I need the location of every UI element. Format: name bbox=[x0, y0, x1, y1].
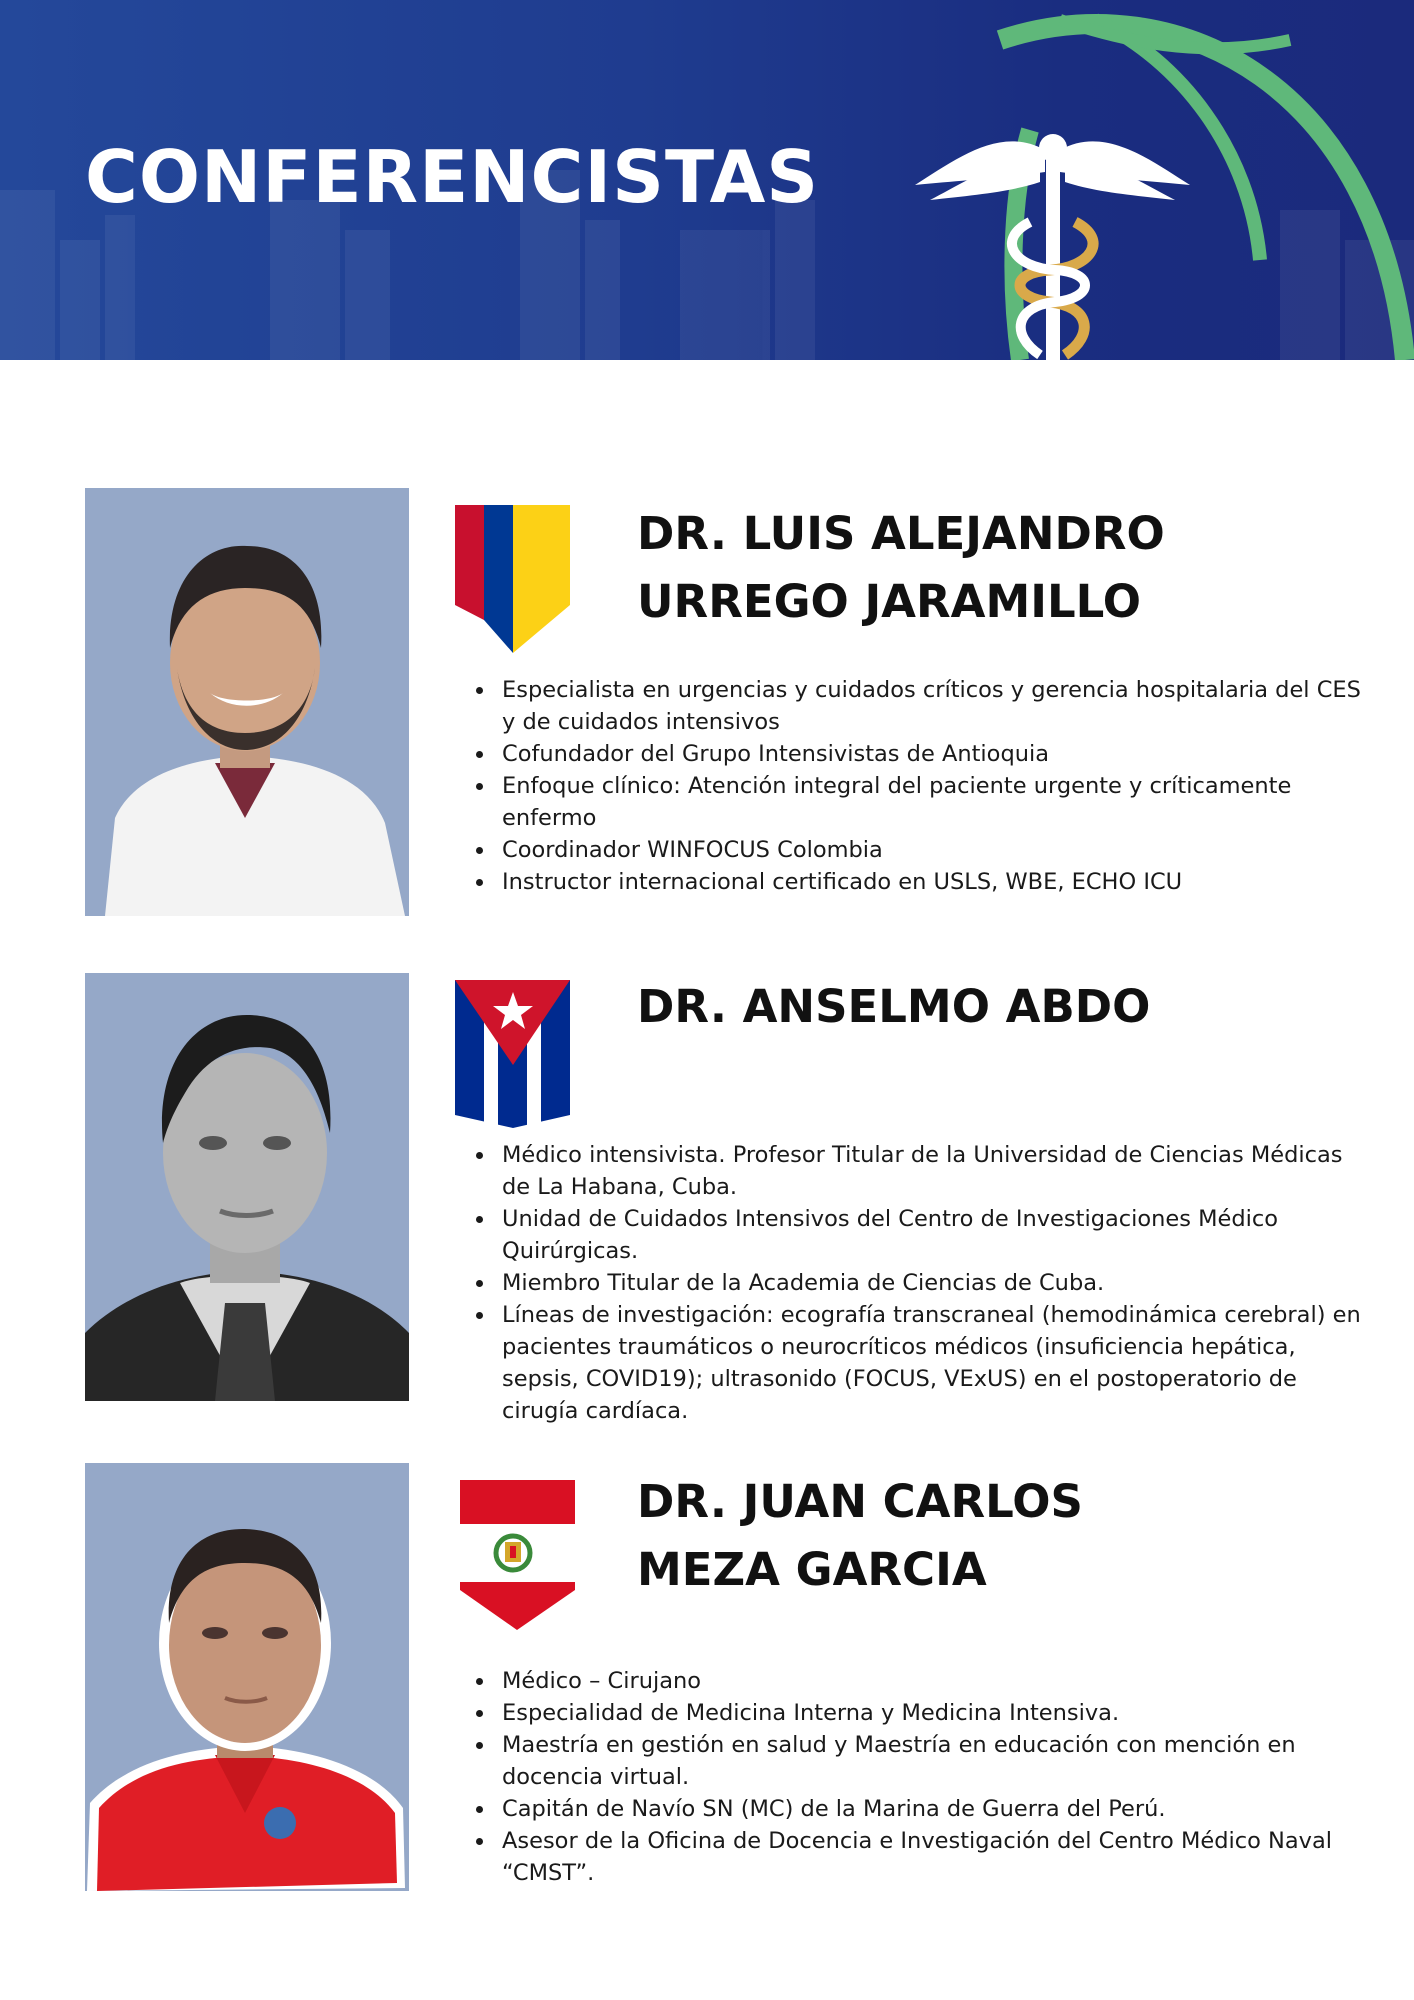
list-item: • Especialidad de Medicina Interna y Medicina Intensiva. bbox=[496, 1697, 1376, 1729]
list-item: • Cofundador del Grupo Intensivistas de Antioquia bbox=[496, 738, 1376, 770]
speaker-bio-list bbox=[468, 674, 1376, 898]
speaker-name: DR. ANSELMO ABDO bbox=[637, 980, 1151, 1033]
list-item: • Instructor internacional certificado en USLS, WBE, ECHO ICU bbox=[496, 866, 1376, 898]
list-item: • Unidad de Cuidados Intensivos del Centro de Investigaciones Médico Quirúrgicas. bbox=[496, 1203, 1376, 1267]
list-item: • Médico – Cirujano bbox=[496, 1665, 1376, 1697]
list-item: • Especialista en urgencias y cuidados críticos y gerencia hospitalaria del CES y de cuidados intensivos bbox=[496, 674, 1376, 738]
list-item: • Enfoque clínico: Atención integral del paciente urgente y críticamente enfermo bbox=[496, 770, 1376, 834]
speaker-photo bbox=[85, 1463, 409, 1891]
speaker-name: DR. JUAN CARLOS MEZA GARCIA bbox=[637, 1475, 1083, 1596]
list-item: • Capitán de Navío SN (MC) de la Marina de Guerra del Perú. bbox=[496, 1793, 1376, 1825]
speaker-photo bbox=[85, 488, 409, 916]
list-item: • Asesor de la Oficina de Docencia e Investigación del Centro Médico Naval “CMST”. bbox=[496, 1825, 1376, 1889]
speaker-photo-portrait bbox=[85, 488, 409, 916]
list-item: • Miembro Titular de la Academia de Ciencias de Cuba. bbox=[496, 1267, 1376, 1299]
speaker-name: DR. LUIS ALEJANDRO URREGO JARAMILLO bbox=[637, 507, 1165, 628]
peru-flag-icon bbox=[455, 1480, 575, 1630]
header-banner bbox=[0, 0, 1414, 360]
speaker-photo bbox=[85, 973, 409, 1401]
speaker-bio-list bbox=[468, 1139, 1376, 1427]
speaker-photo-portrait bbox=[85, 973, 409, 1401]
colombia-flag-icon bbox=[455, 505, 570, 655]
list-item: • Maestría en gestión en salud y Maestría en educación con mención en docencia virtual. bbox=[496, 1729, 1376, 1793]
page-title: CONFERENCISTAS bbox=[85, 135, 820, 219]
list-item: • Líneas de investigación: ecografía transcraneal (hemodinámica cerebral) en pacientes traumáticos o neurocríticos médicos (insuficiencia hepática, sepsis, COVID19); ultrasonido (FOCUS, VExUS) en el postoperatorio de cirugía cardíaca. bbox=[496, 1299, 1376, 1427]
cuba-flag-icon bbox=[455, 980, 570, 1130]
speaker-photo-portrait bbox=[85, 1463, 409, 1891]
list-item: • Médico intensivista. Profesor Titular de la Universidad de Ciencias Médicas de La Habana, Cuba. bbox=[496, 1139, 1376, 1203]
speaker-bio-list bbox=[468, 1665, 1376, 1889]
list-item: • Coordinador WINFOCUS Colombia bbox=[496, 834, 1376, 866]
